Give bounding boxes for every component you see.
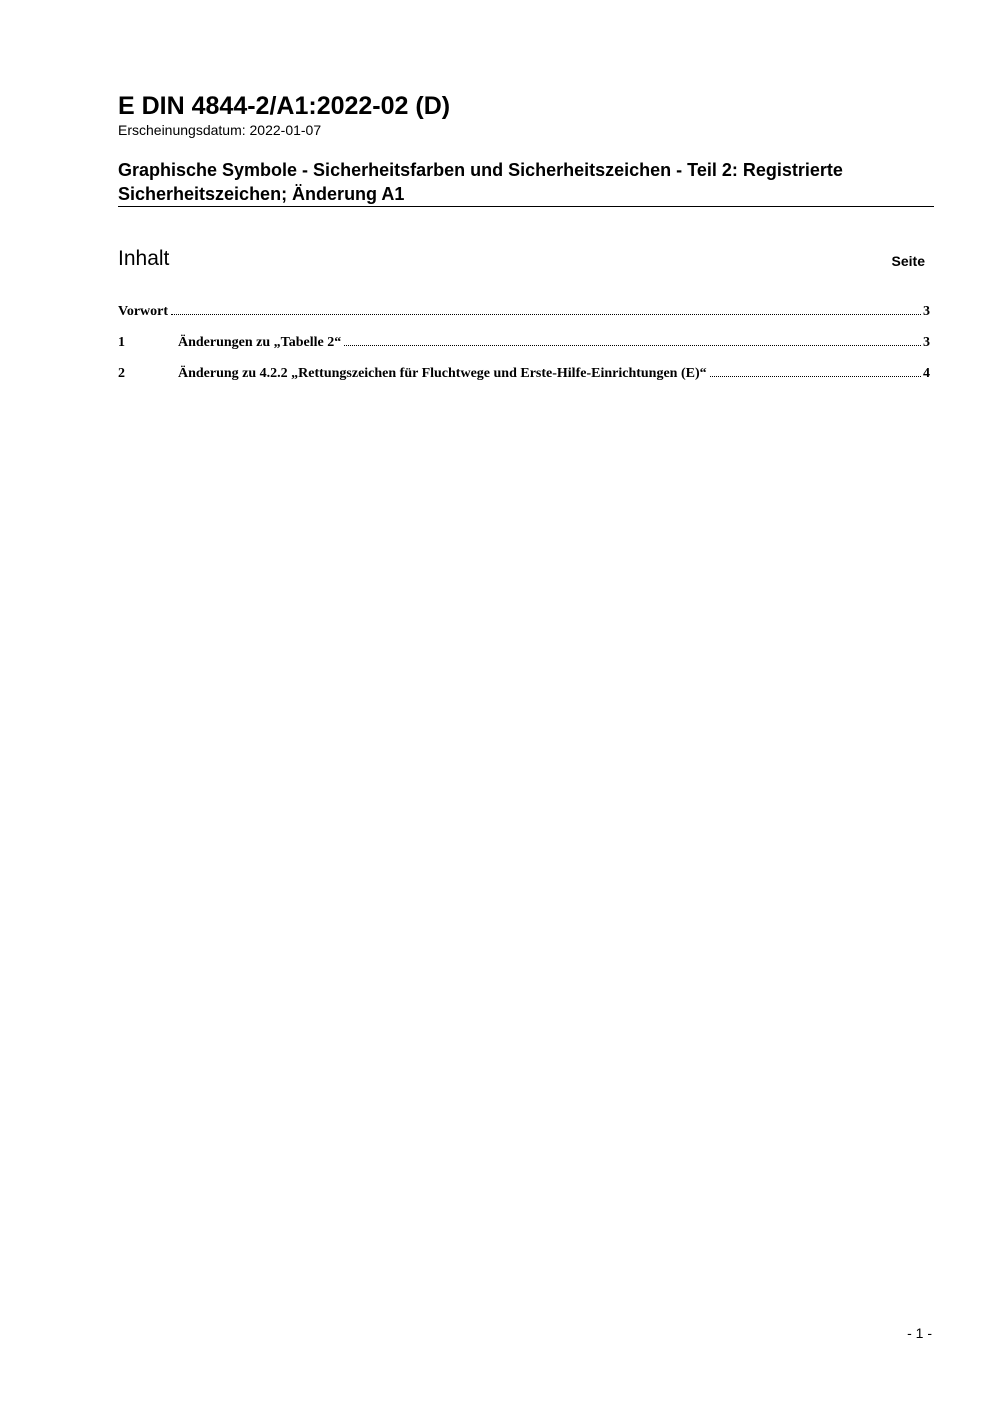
toc-leader-dots [344, 345, 921, 346]
toc-entry-page: 3 [923, 304, 930, 319]
table-of-contents [118, 302, 930, 395]
toc-entry-number: 1 [118, 335, 125, 350]
toc-leader-dots [171, 314, 921, 315]
toc-heading: Inhalt [118, 247, 170, 270]
toc-entry-vorwort[interactable] [118, 302, 930, 333]
toc-entry-page: 3 [923, 335, 930, 350]
toc-entry-text: Änderung zu 4.2.2 „Rettungszeichen für Fluchtwege und Erste-Hilfe-Einrichtungen (E)“ [178, 366, 707, 381]
toc-entry-2[interactable] [118, 364, 930, 395]
document-title: Graphische Symbole - Sicherheitsfarben und Sicherheitszeichen - Teil 2: Registrierte Sicherheitszeichen; Änderung A1 [118, 160, 843, 204]
page-column-label: Seite [891, 253, 925, 269]
toc-entry-page: 4 [923, 366, 930, 381]
publication-date: Erscheinungsdatum: 2022-01-07 [118, 122, 322, 138]
page-number: - 1 - [907, 1325, 932, 1341]
toc-entry-text: Änderungen zu „Tabelle 2“ [178, 335, 342, 350]
toc-entry-text: Vorwort [118, 304, 169, 319]
title-rule [118, 206, 934, 207]
toc-leader-dots [710, 376, 921, 377]
toc-entry-number: 2 [118, 366, 125, 381]
toc-entry-1[interactable] [118, 333, 930, 364]
document-id: E DIN 4844-2/A1:2022-02 (D) [118, 92, 451, 120]
